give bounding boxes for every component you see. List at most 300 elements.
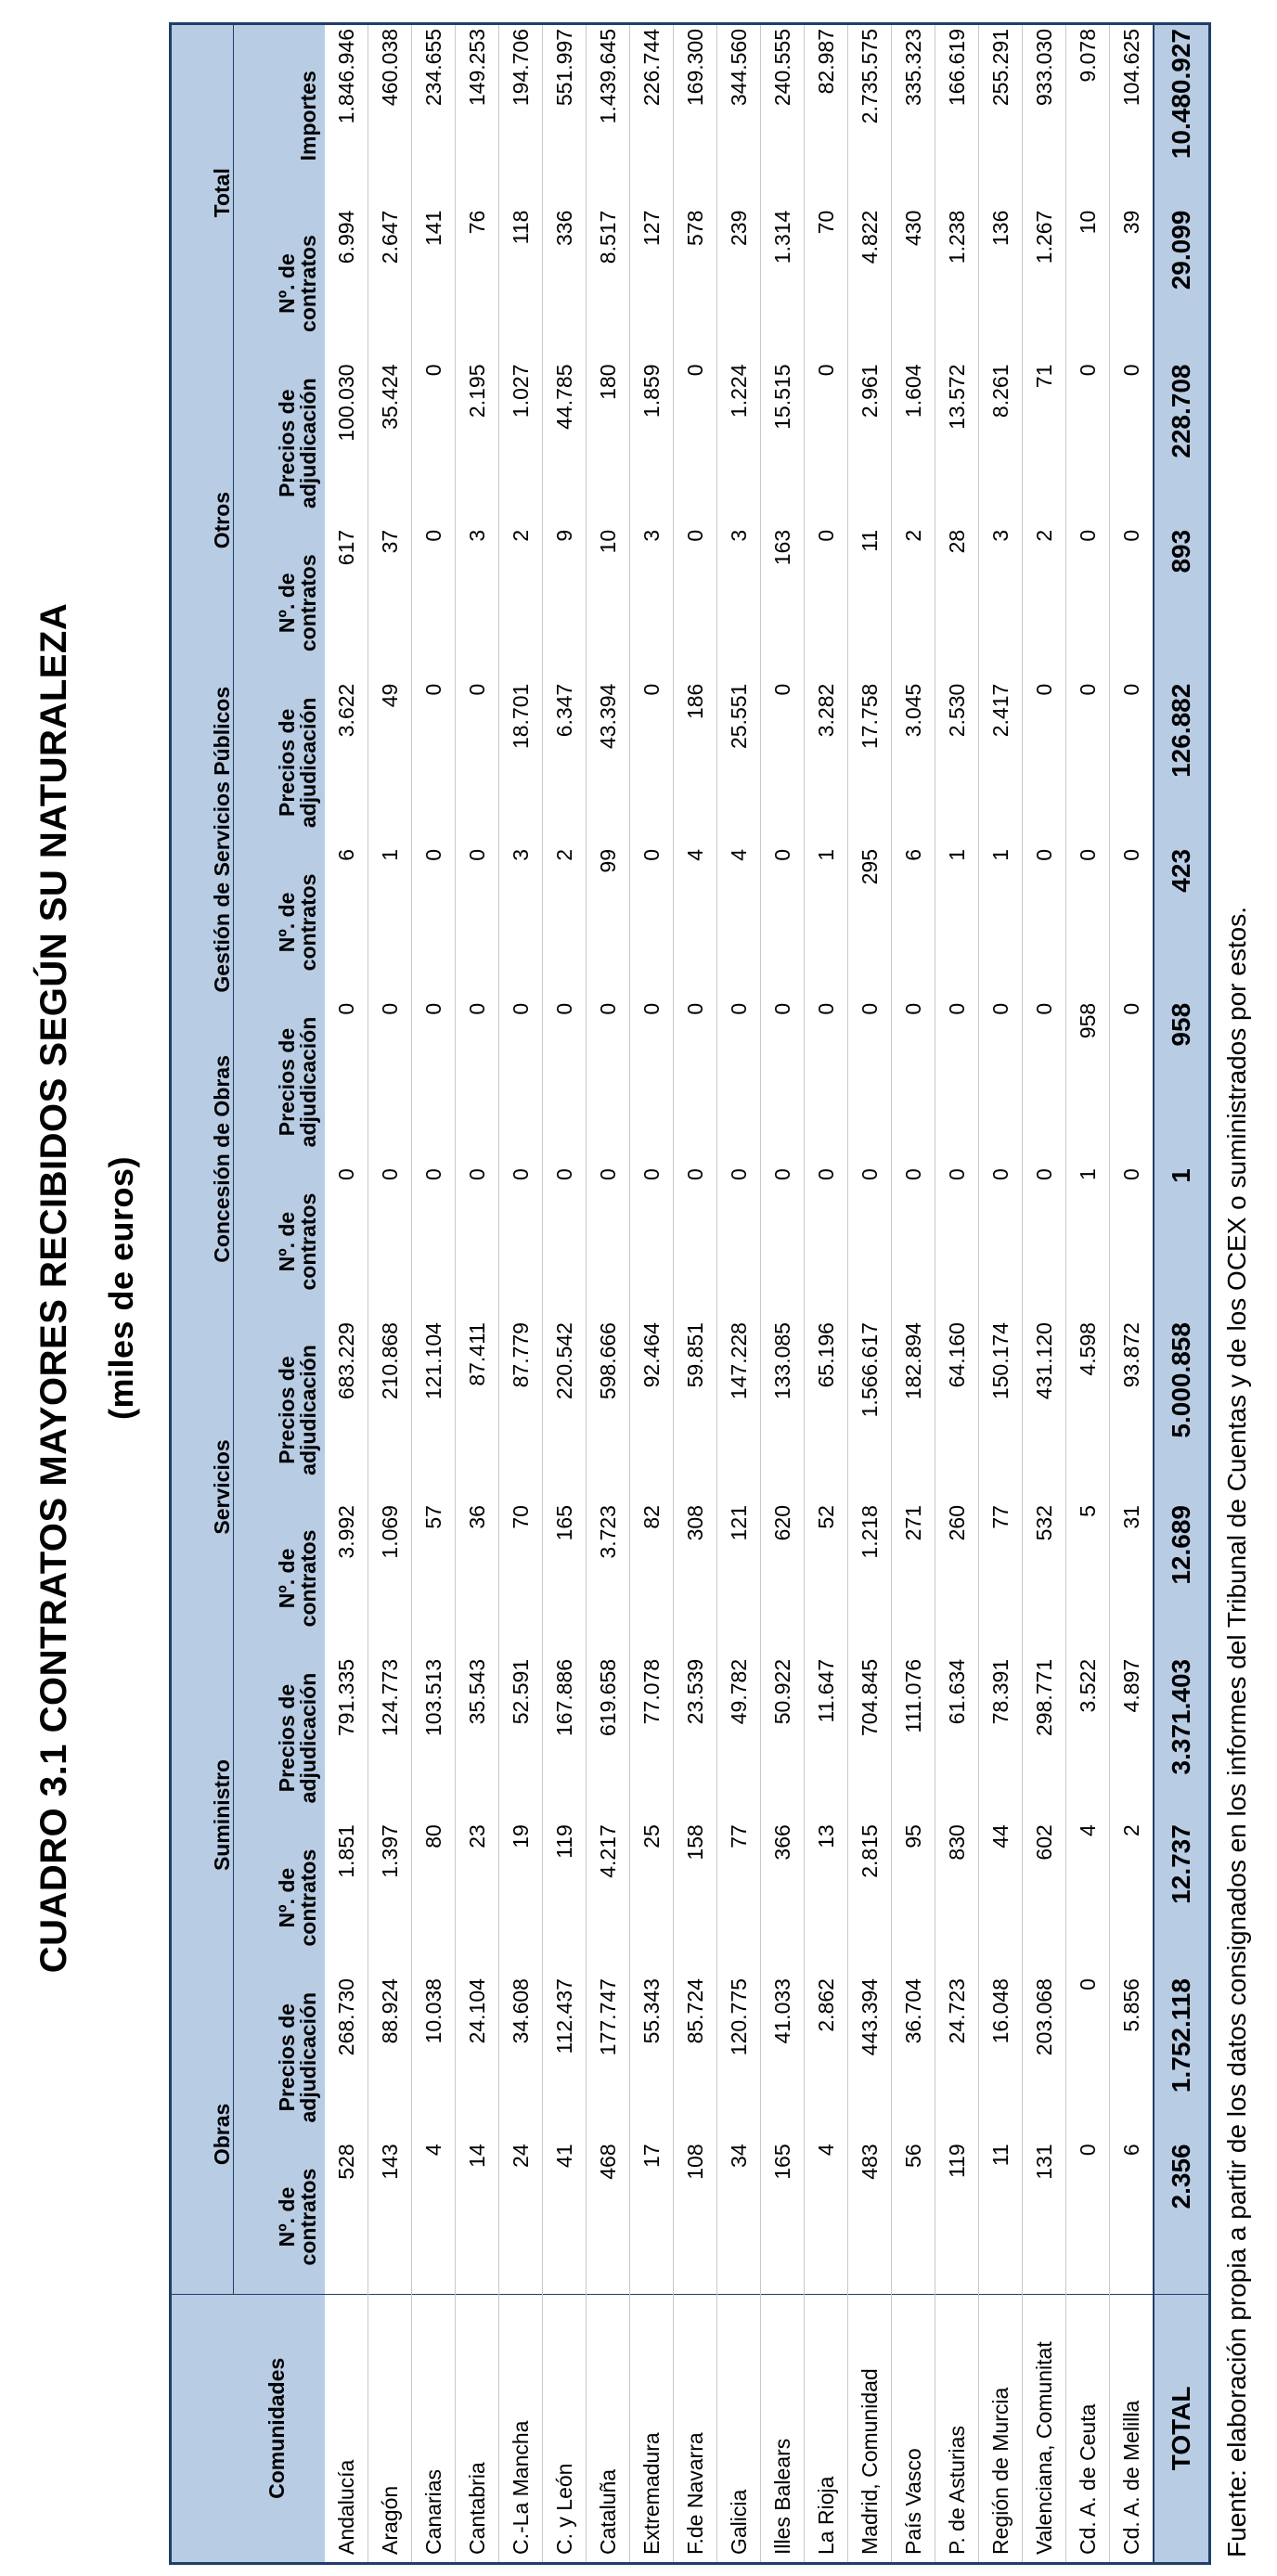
value-cell: 4 [805, 2140, 848, 2294]
value-cell: 0 [805, 361, 848, 526]
region-name-cell: Illes Balears [761, 2294, 805, 2563]
region-name-cell: Extremadura [630, 2294, 674, 2563]
subheader-price: Precios de adjudicación [234, 1975, 326, 2140]
value-cell: 0 [456, 845, 499, 999]
table-subheader-row [234, 24, 326, 2564]
value-cell: 1.604 [892, 361, 935, 526]
value-cell: 31 [1110, 1501, 1154, 1655]
value-cell: 1.439.645 [587, 24, 630, 207]
value-cell: 226.744 [630, 24, 674, 207]
region-name-cell: Valenciana, Comunitat [1023, 2294, 1066, 2563]
value-cell: 0 [543, 1165, 587, 1319]
value-cell: 3 [630, 526, 674, 680]
value-cell: 165 [543, 1501, 587, 1655]
value-cell: 366 [761, 1821, 805, 1975]
page-subtitle: (miles de euros) [102, 1155, 140, 1421]
region-name-cell: C.-La Mancha [499, 2294, 543, 2563]
value-cell: 87.411 [456, 1319, 499, 1501]
value-cell: 0 [630, 1165, 674, 1319]
region-name-cell: Cd. A. de Melilla [1110, 2294, 1154, 2563]
value-cell: 617 [325, 526, 368, 680]
value-cell: 52.591 [499, 1655, 543, 1821]
value-cell: 3 [456, 526, 499, 680]
table-row [1110, 24, 1154, 2564]
value-cell: 0 [368, 1165, 412, 1319]
value-cell: 37 [368, 526, 412, 680]
subheader-count: Nº. de contratos [234, 1821, 326, 1975]
value-cell: 234.655 [412, 24, 456, 207]
value-cell: 0 [412, 999, 456, 1165]
value-cell: 0 [1110, 361, 1154, 526]
region-name-cell: La Rioja [805, 2294, 848, 2563]
value-cell: 0 [848, 1165, 892, 1319]
value-cell: 5 [1066, 1501, 1110, 1655]
value-cell: 3 [499, 845, 543, 999]
value-cell: 14 [456, 2140, 499, 2294]
table-row [499, 24, 543, 2564]
value-cell: 3.723 [587, 1501, 630, 1655]
value-cell: 49 [368, 680, 412, 845]
table-row [805, 24, 848, 2564]
value-cell: 958 [1066, 999, 1110, 1165]
value-cell: 186 [674, 680, 717, 845]
value-cell: 791.335 [325, 1655, 368, 1821]
value-cell: 260 [935, 1501, 979, 1655]
value-cell: 0 [1066, 526, 1110, 680]
total-row [1154, 24, 1210, 2564]
value-cell: 44 [979, 1821, 1023, 1975]
region-name-cell: Cataluña [587, 2294, 630, 2563]
table-row [412, 24, 456, 2564]
value-cell: 2 [1110, 1821, 1154, 1975]
value-cell: 0 [1066, 1975, 1110, 2140]
value-cell: 1.027 [499, 361, 543, 526]
value-cell: 133.085 [761, 1319, 805, 1501]
value-cell: 0 [674, 361, 717, 526]
value-cell: 64.160 [935, 1319, 979, 1501]
group-header-servicios: Servicios [171, 1319, 234, 1655]
table-row [848, 24, 892, 2564]
value-cell: 9.078 [1066, 24, 1110, 207]
value-cell: 4.598 [1066, 1319, 1110, 1501]
value-cell: 111.076 [892, 1655, 935, 1821]
value-cell: 0 [1110, 1165, 1154, 1319]
value-cell: 0 [1066, 680, 1110, 845]
value-cell: 0 [892, 1165, 935, 1319]
total-value-cell: 893 [1154, 526, 1210, 680]
table-row [717, 24, 761, 2564]
table-group-header-row [171, 24, 234, 2564]
value-cell: 136 [979, 207, 1023, 361]
value-cell: 1.566.617 [848, 1319, 892, 1501]
value-cell: 528 [325, 2140, 368, 2294]
value-cell: 0 [1023, 680, 1066, 845]
value-cell: 10 [1066, 207, 1110, 361]
total-value-cell: 2.356 [1154, 2140, 1210, 2294]
value-cell: 124.773 [368, 1655, 412, 1821]
value-cell: 298.771 [1023, 1655, 1066, 1821]
value-cell: 830 [935, 1821, 979, 1975]
value-cell: 78.391 [979, 1655, 1023, 1821]
value-cell: 95 [892, 1821, 935, 1975]
total-value-cell: 1.752.118 [1154, 1975, 1210, 2140]
value-cell: 8.261 [979, 361, 1023, 526]
value-cell: 3 [717, 526, 761, 680]
value-cell: 24 [499, 2140, 543, 2294]
value-cell: 532 [1023, 1501, 1066, 1655]
value-cell: 468 [587, 2140, 630, 2294]
value-cell: 182.894 [892, 1319, 935, 1501]
value-cell: 194.706 [499, 24, 543, 207]
value-cell: 13 [805, 1821, 848, 1975]
region-name-cell: Cantabria [456, 2294, 499, 2563]
region-name-cell: Cd. A. de Ceuta [1066, 2294, 1110, 2563]
value-cell: 11 [979, 2140, 1023, 2294]
value-cell: 0 [717, 999, 761, 1165]
value-cell: 50.922 [761, 1655, 805, 1821]
value-cell: 36 [456, 1501, 499, 1655]
value-cell: 0 [1066, 845, 1110, 999]
value-cell: 0 [1023, 845, 1066, 999]
value-cell: 683.229 [325, 1319, 368, 1501]
value-cell: 0 [499, 999, 543, 1165]
value-cell: 0 [587, 999, 630, 1165]
value-cell: 4 [674, 845, 717, 999]
value-cell: 335.323 [892, 24, 935, 207]
value-cell: 2 [499, 526, 543, 680]
table-row [587, 24, 630, 2564]
value-cell: 1.238 [935, 207, 979, 361]
table-row [368, 24, 412, 2564]
value-cell: 0 [630, 680, 674, 845]
value-cell: 239 [717, 207, 761, 361]
subheader-importe: Importes [234, 24, 326, 207]
value-cell: 39 [1110, 207, 1154, 361]
value-cell: 2.417 [979, 680, 1023, 845]
value-cell: 0 [368, 999, 412, 1165]
value-cell: 1.069 [368, 1501, 412, 1655]
table-row [935, 24, 979, 2564]
value-cell: 0 [848, 999, 892, 1165]
value-cell: 108 [674, 2140, 717, 2294]
value-cell: 460.038 [368, 24, 412, 207]
value-cell: 3.282 [805, 680, 848, 845]
value-cell: 598.666 [587, 1319, 630, 1501]
value-cell: 169.300 [674, 24, 717, 207]
value-cell: 1 [368, 845, 412, 999]
value-cell: 70 [499, 1501, 543, 1655]
page-title: CUADRO 3.1 CONTRATOS MAYORES RECIBIDOS SEGÚN SU NATURALEZA [33, 602, 74, 1974]
value-cell: 35.424 [368, 361, 412, 526]
value-cell: 443.394 [848, 1975, 892, 2140]
value-cell: 166.619 [935, 24, 979, 207]
value-cell: 23 [456, 1821, 499, 1975]
value-cell: 2.735.575 [848, 24, 892, 207]
subheader-count: Nº. de contratos [234, 1165, 326, 1319]
value-cell: 0 [630, 999, 674, 1165]
value-cell: 24.104 [456, 1975, 499, 2140]
value-cell: 180 [587, 361, 630, 526]
value-cell: 0 [543, 999, 587, 1165]
region-name-cell: Región de Murcia [979, 2294, 1023, 2563]
value-cell: 0 [761, 680, 805, 845]
value-cell: 1.846.946 [325, 24, 368, 207]
value-cell: 141 [412, 207, 456, 361]
value-cell: 0 [761, 845, 805, 999]
value-cell: 0 [412, 1165, 456, 1319]
value-cell: 602 [1023, 1821, 1066, 1975]
region-name-cell: Canarias [412, 2294, 456, 2563]
subheader-count: Nº. de contratos [234, 2140, 326, 2294]
region-name-cell: F.de Navarra [674, 2294, 717, 2563]
value-cell: 3.522 [1066, 1655, 1110, 1821]
total-value-cell: 12.689 [1154, 1501, 1210, 1655]
group-header-gestion-servicios: Gestión de Servicios Públicos [171, 680, 234, 999]
value-cell: 0 [805, 526, 848, 680]
value-cell: 55.343 [630, 1975, 674, 2140]
value-cell: 6.347 [543, 680, 587, 845]
table-row [325, 24, 368, 2564]
value-cell: 620 [761, 1501, 805, 1655]
value-cell: 9 [543, 526, 587, 680]
value-cell: 1.859 [630, 361, 674, 526]
value-cell: 6 [325, 845, 368, 999]
table-row [674, 24, 717, 2564]
value-cell: 49.782 [717, 1655, 761, 1821]
table-row [761, 24, 805, 2564]
group-header-suministro: Suministro [171, 1655, 234, 1975]
value-cell: 0 [456, 680, 499, 845]
value-cell: 336 [543, 207, 587, 361]
contracts-table [169, 22, 1211, 2565]
group-header-obras: Obras [171, 1975, 234, 2294]
value-cell: 36.704 [892, 1975, 935, 2140]
value-cell: 177.747 [587, 1975, 630, 2140]
value-cell: 0 [630, 845, 674, 999]
value-cell: 2 [892, 526, 935, 680]
value-cell: 4.897 [1110, 1655, 1154, 1821]
value-cell: 551.997 [543, 24, 587, 207]
value-cell: 255.291 [979, 24, 1023, 207]
value-cell: 8.517 [587, 207, 630, 361]
value-cell: 77 [979, 1501, 1023, 1655]
value-cell: 0 [979, 999, 1023, 1165]
value-cell: 0 [892, 999, 935, 1165]
group-header-concesion-obras: Concesión de Obras [171, 999, 234, 1319]
value-cell: 0 [674, 999, 717, 1165]
value-cell: 0 [1023, 1165, 1066, 1319]
value-cell: 0 [761, 1165, 805, 1319]
value-cell: 619.658 [587, 1655, 630, 1821]
region-name-cell: País Vasco [892, 2294, 935, 2563]
value-cell: 240.555 [761, 24, 805, 207]
value-cell: 2 [543, 845, 587, 999]
value-cell: 6 [892, 845, 935, 999]
value-cell: 0 [1110, 680, 1154, 845]
value-cell: 59.851 [674, 1319, 717, 1501]
value-cell: 2 [1023, 526, 1066, 680]
value-cell: 77 [717, 1821, 761, 1975]
value-cell: 3.622 [325, 680, 368, 845]
value-cell: 28 [935, 526, 979, 680]
value-cell: 0 [717, 1165, 761, 1319]
value-cell: 2.195 [456, 361, 499, 526]
value-cell: 17 [630, 2140, 674, 2294]
value-cell: 1.224 [717, 361, 761, 526]
value-cell: 10.038 [412, 1975, 456, 2140]
value-cell: 19 [499, 1821, 543, 1975]
value-cell: 87.779 [499, 1319, 543, 1501]
value-cell: 18.701 [499, 680, 543, 845]
table-row [630, 24, 674, 2564]
subheader-price: Precios de adjudicación [234, 680, 326, 845]
source-footnote: Fuente: elaboración propia a partir de los datos consignados en los informes del Tribunal de Cuentas y de los OCEX o suministrados por estos. [1222, 907, 1251, 2557]
value-cell: 167.886 [543, 1655, 587, 1821]
value-cell: 93.872 [1110, 1319, 1154, 1501]
table-row [892, 24, 935, 2564]
value-cell: 165 [761, 2140, 805, 2294]
value-cell: 34.608 [499, 1975, 543, 2140]
group-header-total: Total [171, 24, 234, 361]
value-cell: 11.647 [805, 1655, 848, 1821]
value-cell: 1 [935, 845, 979, 999]
subheader-count: Nº. de contratos [234, 526, 326, 680]
value-cell: 1.267 [1023, 207, 1066, 361]
value-cell: 34 [717, 2140, 761, 2294]
value-cell: 0 [1110, 526, 1154, 680]
value-cell: 52 [805, 1501, 848, 1655]
total-value-cell: 5.000.858 [1154, 1319, 1210, 1501]
value-cell: 0 [412, 361, 456, 526]
value-cell: 1 [979, 845, 1023, 999]
value-cell: 57 [412, 1501, 456, 1655]
value-cell: 25.551 [717, 680, 761, 845]
value-cell: 0 [499, 1165, 543, 1319]
value-cell: 149.253 [456, 24, 499, 207]
value-cell: 23.539 [674, 1655, 717, 1821]
value-cell: 0 [805, 999, 848, 1165]
value-cell: 0 [412, 680, 456, 845]
subheader-count: Nº. de contratos [234, 845, 326, 999]
total-label-cell: TOTAL [1154, 2294, 1210, 2563]
value-cell: 82 [630, 1501, 674, 1655]
value-cell: 99 [587, 845, 630, 999]
value-cell: 41.033 [761, 1975, 805, 2140]
value-cell: 933.030 [1023, 24, 1066, 207]
value-cell: 3.045 [892, 680, 935, 845]
total-value-cell: 29.099 [1154, 207, 1210, 361]
value-cell: 119 [935, 2140, 979, 2294]
value-cell: 3 [979, 526, 1023, 680]
value-cell: 1.397 [368, 1821, 412, 1975]
value-cell: 4.217 [587, 1821, 630, 1975]
group-header-otros: Otros [171, 361, 234, 680]
value-cell: 6 [1110, 2140, 1154, 2294]
total-value-cell: 10.480.927 [1154, 24, 1210, 207]
value-cell: 11 [848, 526, 892, 680]
subheader-price: Precios de adjudicación [234, 361, 326, 526]
value-cell: 1.218 [848, 1501, 892, 1655]
value-cell: 13.572 [935, 361, 979, 526]
value-cell: 121 [717, 1501, 761, 1655]
value-cell: 0 [412, 526, 456, 680]
value-cell: 118 [499, 207, 543, 361]
value-cell: 0 [456, 1165, 499, 1319]
value-cell: 158 [674, 1821, 717, 1975]
total-value-cell: 12.737 [1154, 1821, 1210, 1975]
table-row [1023, 24, 1066, 2564]
value-cell: 2.862 [805, 1975, 848, 2140]
value-cell: 0 [412, 845, 456, 999]
value-cell: 150.174 [979, 1319, 1023, 1501]
value-cell: 0 [761, 999, 805, 1165]
value-cell: 100.030 [325, 361, 368, 526]
total-value-cell: 423 [1154, 845, 1210, 999]
value-cell: 104.625 [1110, 24, 1154, 207]
value-cell: 61.634 [935, 1655, 979, 1821]
value-cell: 2.815 [848, 1821, 892, 1975]
value-cell: 44.785 [543, 361, 587, 526]
value-cell: 163 [761, 526, 805, 680]
total-value-cell: 126.882 [1154, 680, 1210, 845]
value-cell: 17.758 [848, 680, 892, 845]
subheader-price: Precios de adjudicación [234, 999, 326, 1165]
table-row [543, 24, 587, 2564]
value-cell: 0 [1066, 2140, 1110, 2294]
value-cell: 77.078 [630, 1655, 674, 1821]
value-cell: 0 [456, 999, 499, 1165]
value-cell: 0 [1110, 845, 1154, 999]
value-cell: 210.868 [368, 1319, 412, 1501]
value-cell: 4 [412, 2140, 456, 2294]
region-name-cell: Aragón [368, 2294, 412, 2563]
value-cell: 24.723 [935, 1975, 979, 2140]
value-cell: 120.775 [717, 1975, 761, 2140]
value-cell: 0 [1066, 361, 1110, 526]
value-cell: 1.314 [761, 207, 805, 361]
value-cell: 6.994 [325, 207, 368, 361]
value-cell: 56 [892, 2140, 935, 2294]
value-cell: 0 [935, 1165, 979, 1319]
value-cell: 41 [543, 2140, 587, 2294]
value-cell: 0 [325, 1165, 368, 1319]
region-name-cell: Madrid, Comunidad [848, 2294, 892, 2563]
value-cell: 147.228 [717, 1319, 761, 1501]
value-cell: 71 [1023, 361, 1066, 526]
subheader-count: Nº. de contratos [234, 207, 326, 361]
value-cell: 43.394 [587, 680, 630, 845]
value-cell: 65.196 [805, 1319, 848, 1501]
value-cell: 431.120 [1023, 1319, 1066, 1501]
value-cell: 0 [935, 999, 979, 1165]
value-cell: 271 [892, 1501, 935, 1655]
value-cell: 0 [674, 1165, 717, 1319]
value-cell: 0 [979, 1165, 1023, 1319]
region-name-cell: Galicia [717, 2294, 761, 2563]
value-cell: 35.543 [456, 1655, 499, 1821]
value-cell: 578 [674, 207, 717, 361]
value-cell: 127 [630, 207, 674, 361]
value-cell: 308 [674, 1501, 717, 1655]
value-cell: 0 [805, 1165, 848, 1319]
table-row [979, 24, 1023, 2564]
value-cell: 0 [1110, 999, 1154, 1165]
value-cell: 88.924 [368, 1975, 412, 2140]
value-cell: 4.822 [848, 207, 892, 361]
value-cell: 80 [412, 1821, 456, 1975]
value-cell: 2.647 [368, 207, 412, 361]
value-cell: 483 [848, 2140, 892, 2294]
